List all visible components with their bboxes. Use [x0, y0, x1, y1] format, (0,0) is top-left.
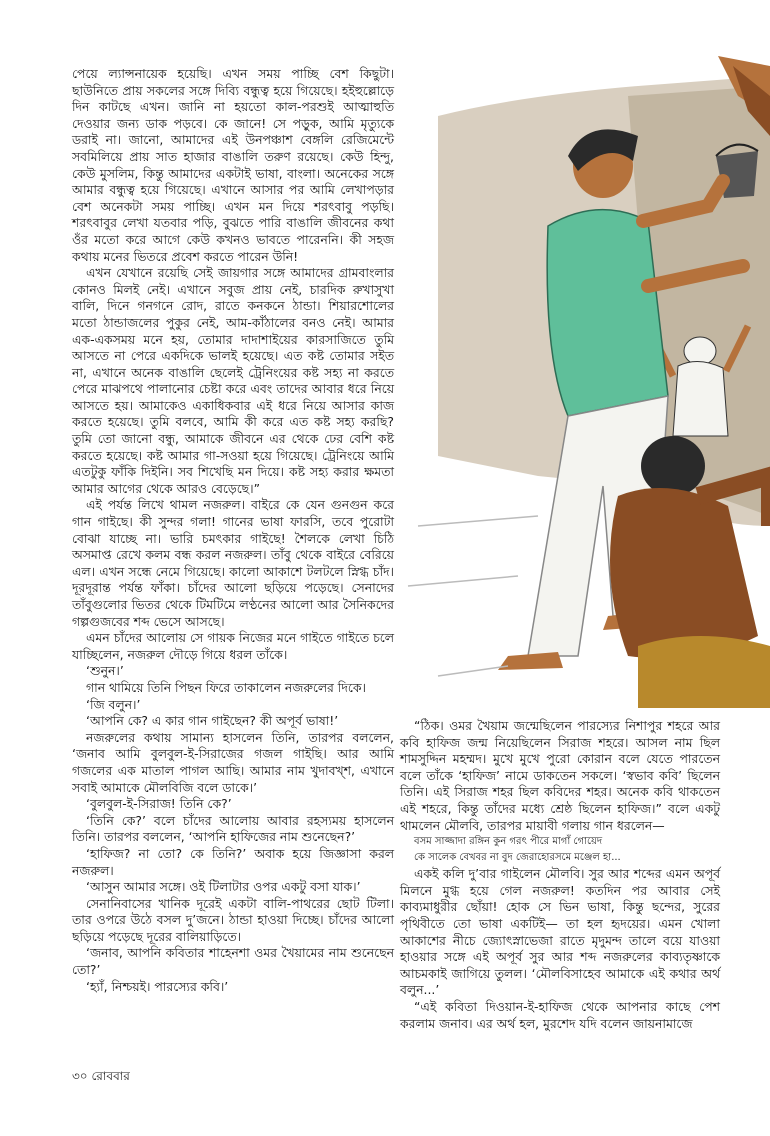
- paragraph: ‘শুনুন।’: [86, 663, 124, 679]
- verse-line: কে সালেক বেখবর না বুদ জেরাহোরসমে মঞ্জেল হা...: [414, 852, 621, 864]
- paragraph: এমন চাঁদের আলোয় সে গায়ক নিজের মনে গাইতে গাইতে চলে যাচ্ছিলেন, নজরুল দৌড়ে গিয়ে ধরল তাঁকে।: [72, 630, 394, 662]
- paragraph: ‘হাফিজ? না তো? কে তিনি?’ অবাক হয়ে জিজ্ঞাসা করল নজরুল।: [72, 845, 394, 878]
- seated-man-cloth: [638, 636, 770, 708]
- paragraph: পেয়ে ল্যান্সনায়েক হয়েছি। এখন সময় পাচ্ছি বেশ কিছুটা। ছাউনিতে প্রায় সকলের সঙ্গে দিব্যি বন্ধুত্ব হয়ে গিয়েছে। হইহুল্লোড়ে দিন কাটছে এখন। জানি না হয়তো কাল-পরশুই আত্মাহুতি দেওয়ার জন্য ডাক পড়বে। কে জানে! সে পড়ুক, আমি মৃত্যুকে ডরাই না। জানো, আমাদের এই উনপঞ্চাশ বেঙ্গলি রেজিমেন্টে সবমিলিয়ে প্রায় সাত হাজার বাঙালি তরুণ রয়েছে। কেউ হিন্দু, কেউ মুসলিম, কিন্তু আমাদের একটাই ভাষা, বাংলা। অনেকের সঙ্গে আমার বন্ধুত্ব হয়ে গিয়েছে। এখানে আসার পর আমি লেখাপড়ার বেশ অনেকটা সময় পাচ্ছি। এখন মন দিয়ে শরৎবাবু পড়ছি। শরৎবাবুর লেখা যতবার পড়ি, বুঝতে পারি বাঙালি জীবনের কথা ওঁর মতো করে আগে কেউ কখনও ভাবতে পারেননি। কী সহজ কথায় মনের ভিতরে প্রবেশ করতে পারেন উনি!: [72, 66, 394, 264]
- story-illustration: [398, 56, 770, 708]
- small-figure-body: [673, 361, 728, 436]
- paragraph: ‘আসুন আমার সঙ্গে। ওই টিলাটার ওপর একটু বসা যাক।’: [86, 879, 361, 895]
- page-footer: [72, 1068, 130, 1088]
- paragraph: সেনানিবাসের খানিক দূরেই একটা বালি-পাথরের ছোট টিলা। তার ওপরে উঠে বসল দু’জনে। ঠান্ডা হাওয়া দিচ্ছে। চাঁদের আলো ছড়িয়ে পড়েছে দূরের বালিয়াড়িতে।: [72, 895, 394, 944]
- paragraph: “এই কবিতা দিওয়ান-ই-হাফিজ থেকে আপনার কাছে পেশ করলাম জনাব। এর অর্থ হল, মুরশেদ যদি বলেন জায়নামাজে: [400, 998, 720, 1031]
- man-foot: [498, 652, 563, 670]
- paragraph: ‘তিনি কে?’ বলে চাঁদের আলোয় আবার রহস্যময় হাসলেন তিনি। তারপর বললেন, ‘আপনি হাফিজের নাম শুনেছেন?’: [72, 812, 394, 845]
- paragraph: একই কলি দু’বার গাইলেন মৌলবি। সুর আর শব্দের এমন অপূর্ব মিলনে মুগ্ধ হয়ে গেল নজরুল! কতদিন পর আবার সেই কাব্যমাধুরীর ছোঁয়া! হোক সে ভিন ভাষা, কিন্তু ছন্দের, সুরের পৃথিবীতে তো ভাষা একটিই— তা হল হৃদয়ের। এমন খোলা আকাশের নীচে জ্যোৎস্নাভেজা রাতে মৃদুমন্দ তালে বয়ে যাওয়া হাওয়ার সঙ্গে এই অপূর্ব সুর আর শব্দ নজরুলের কাব্যতৃষ্ণাকে আচমকাই জাগিয়ে তুলল। ‘মৌলবিসাহেব আমাকে এই কথার অর্থ বলুন...’: [400, 866, 720, 998]
- paragraph: “ঠিক। ওমর খৈয়াম জন্মেছিলেন পারস্যের নিশাপুর শহরে আর কবি হাফিজ জন্ম নিয়েছিলেন সিরাজ শহরে। আসল নাম ছিল শামসুদ্দিন মহম্মদ। মুখে মুখে পুরো কোরান বলে যেতে পারতেন বলে তাঁকে ‘হাফিজ’ নামে ডাকতেন সকলে। ‘স্বভাব কবি’ ছিলেন তিনি। এই সিরাজ শহর ছিল কবিদের শহর। অনেক কবি থাকতেন এই শহরে, কিন্তু তাঁদের মধ্যে শ্রেষ্ঠ ছিলেন হাফিজ।” বলে একটু থামলেন মৌলবি, তারপর মায়াবী গলায় গান ধরলেন—: [400, 718, 720, 833]
- magazine-name: রোববার: [91, 1069, 130, 1083]
- left-column: [72, 66, 394, 995]
- seated-man-head: [641, 436, 705, 496]
- paragraph: ‘জনাব, আপনি কবিতার শাহেনশা ওমর খৈয়ামের নাম শুনেছেন তো?’: [72, 945, 394, 978]
- floor-lines: [408, 516, 538, 676]
- small-figure-head: [684, 337, 716, 365]
- paragraph: ‘হ্যাঁ, নিশ্চয়ই। পারস্যের কবি।’: [86, 978, 229, 994]
- paragraph: নজরুলের কথায় সামান্য হাসলেন তিনি, তারপর বললেন, ‘জনাব আমি বুলবুল-ই-সিরাজের গজল গাইছি। আর আমি গজলের এক মাতাল পাগল আছি। আমার নাম খুদাবখ্শ, এখানে সবাই আমাকে মৌলবিজি বলে ডাকে।’: [72, 729, 394, 795]
- paragraph: ‘বুলবুল-ই-সিরাজ! তিনি কে?’: [86, 796, 232, 812]
- verse-line: বসম সাজ্জাদা রঙ্গিন কুন গরৎ পীরে মাগাঁ গোয়েদ: [414, 836, 603, 848]
- page-number: ৩০: [72, 1069, 88, 1083]
- right-column: [400, 718, 720, 1032]
- man-shirt: [547, 210, 668, 416]
- paragraph: ‘জি বলুন।’: [86, 696, 141, 712]
- paragraph: ‘আপনি কে? এ কার গান গাইছেন? কী অপূর্ব ভাষা!’: [86, 713, 339, 729]
- paragraph: এই পর্যন্ত লিখে থামল নজরুল। বাইরে কে যেন গুনগুন করে গান গাইছে। কী সুন্দর গলা! গানের ভাষা ফারসি, তবে পুরোটা বোঝা যাচ্ছে না। ভারি চমৎকার গাইছে! শৈলকে লেখা চিঠি অসমাপ্ত রেখে কলম বন্ধ করল নজরুল। তাঁবু থেকে বাইরে বেরিয়ে এল। এখন সন্ধে নেমে গিয়েছে। কালো আকাশে টলটলে স্নিগ্ধ চাঁদ। দূরদূরান্ত পর্যন্ত ফাঁকা। চাঁদের আলো ছড়িয়ে পড়েছে। সেনাদের তাঁবুগুলোর ভিতর থেকে টিমটিমে লণ্ঠনের আলো আর সৈনিকদের গল্পগুজবের শব্দ ভেসে আসছে।: [72, 497, 394, 629]
- paragraph: এখন যেখানে রয়েছি সেই জায়গার সঙ্গে আমাদের গ্রামবাংলার কোনও মিলই নেই। এখানে সবুজ প্রায় নেই, চারদিক রুখাসুখা বালি, দিনে গনগনে রোদ, রাতে কনকনে ঠান্ডা। শিয়ারশোলের মতো ঠান্ডাজলের পুকুর নেই, আম-কাঁঠালের বনও নেই। আমার এক-একসময় মনে হয়, তোমার দাদাশাইয়ের কারসাজিতে তুমি আসতে না পেরে একদিকে ভালই হয়েছে। এত কষ্ট তোমার সইত না, এখানে অনেক বাঙালি ছেলেই ট্রেনিংয়ের কষ্ট সহ্য না করতে পেরে মাঝপথে পালানোর চেষ্টা করে এবং তাদের আবার ধরে নিয়ে আসতে হয়। আমাকেও একাধিকবার এই ধরে নিয়ে আসার কাজ করতে হয়েছে। তুমি বলবে, আমি কী করে এত কষ্ট সহ্য করছি? তুমি তো জানো বন্ধু, আমাকে জীবনে এর থেকে ঢের বেশি কষ্ট করতে হয়েছে। কষ্ট আমার গা-সওয়া হয়ে গিয়েছে। ট্রেনিংয়ে আমি এতটুকু ফাঁকি দিইনি। সব শিখেছি মন দিয়ে। কষ্ট সহ্য করার ক্ষমতা আমার আগের থেকে আরও বেড়েছে।”: [72, 265, 394, 496]
- paragraph: গান থামিয়ে তিনি পিছন ফিরে তাকালেন নজরুলের দিকে।: [86, 679, 366, 695]
